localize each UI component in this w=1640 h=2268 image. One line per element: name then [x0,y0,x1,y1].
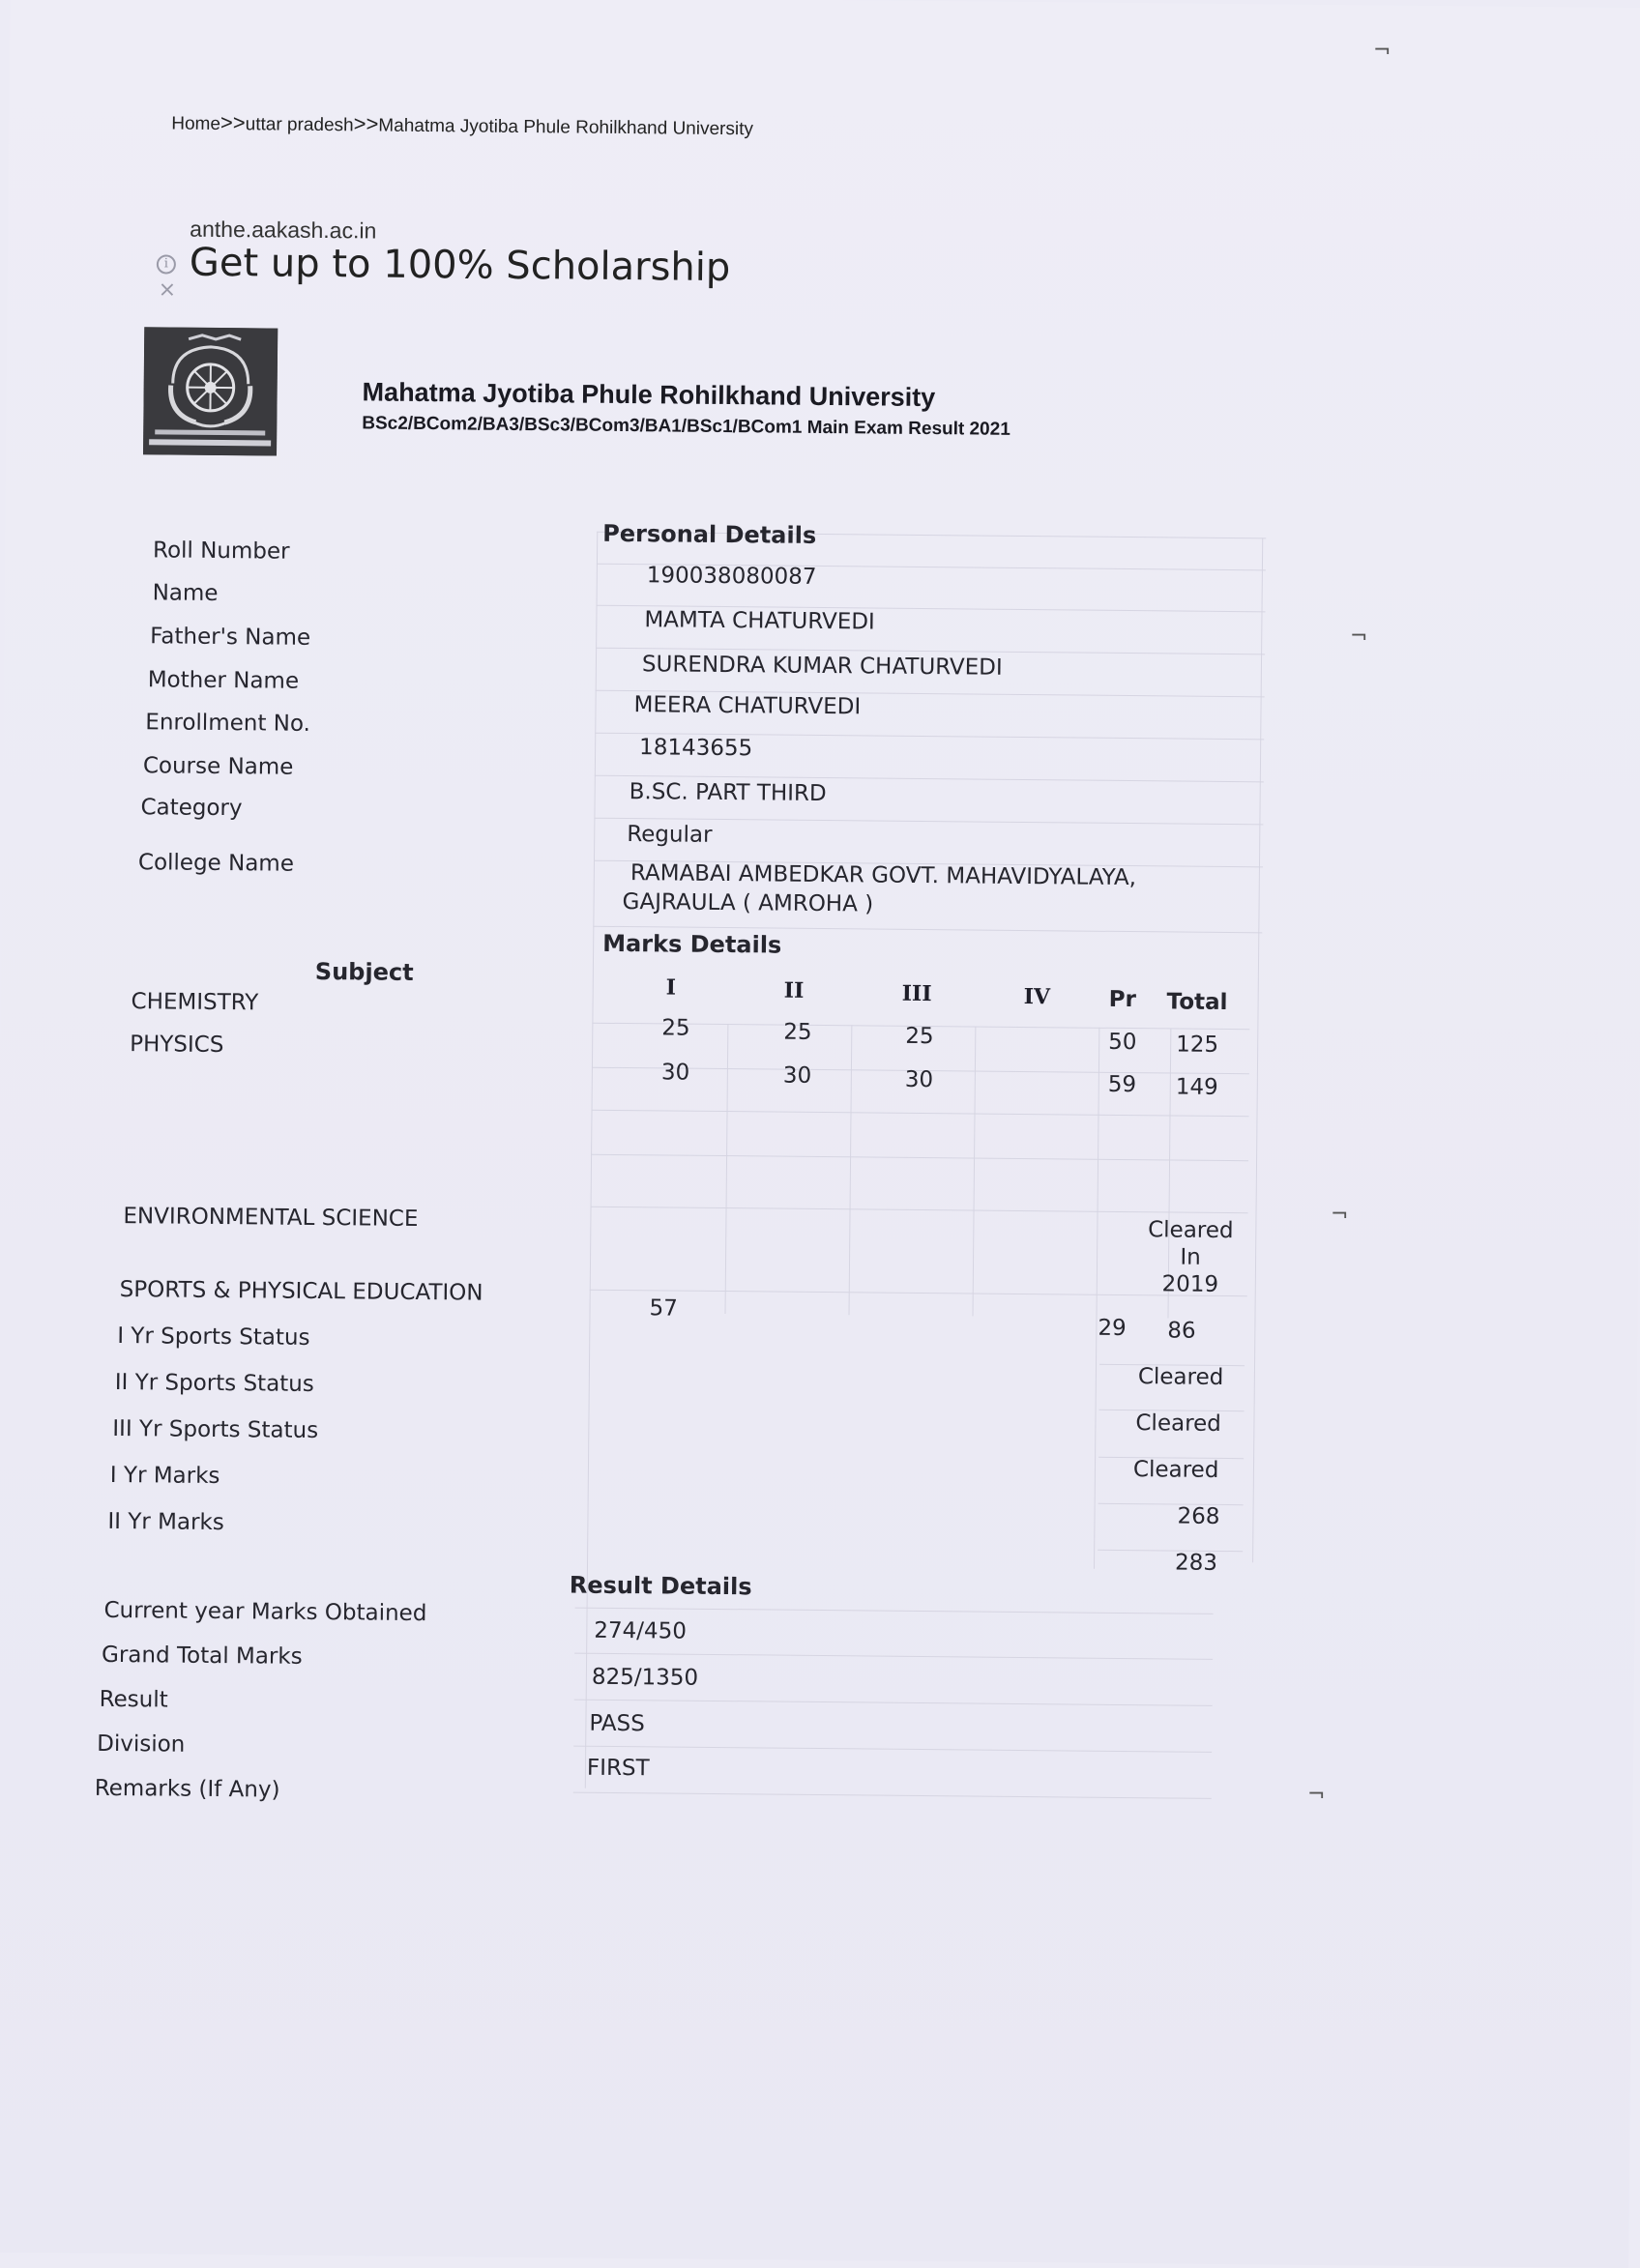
grid-line [591,1207,1248,1214]
chemistry-ii: 25 [783,1020,812,1045]
sports-i: 57 [649,1295,678,1321]
breadcrumb-separator: >> [220,110,246,134]
breadcrumb-state[interactable]: uttar pradesh [246,114,354,135]
grid-line [585,532,598,1788]
father-name-label: Father's Name [150,624,310,651]
info-icon[interactable]: i [157,254,176,274]
grid-line [575,1608,1214,1614]
physics-ii: 30 [783,1063,812,1089]
ii-yr-marks-label: II Yr Marks [107,1509,224,1535]
close-icon[interactable]: × [159,279,177,301]
physics-pr: 59 [1108,1072,1137,1097]
scan-mark: ¬ [1373,39,1391,63]
chemistry-total: 125 [1176,1032,1218,1058]
col-header-iii: III [902,981,932,1006]
breadcrumb-home[interactable]: Home [171,113,220,133]
ii-yr-sports-status-label: II Yr Sports Status [115,1370,314,1397]
current-year-marks-label: Current year Marks Obtained [103,1598,426,1626]
grid-line [574,1700,1213,1706]
env-status-line1: Cleared [1137,1217,1244,1243]
remarks-label: Remarks (If Any) [95,1776,280,1803]
grand-total-marks-value: 825/1350 [592,1665,698,1691]
father-name-value: SURENDRA KUMAR CHATURVEDI [642,652,1003,681]
name-label: Name [153,580,219,606]
university-name: Mahatma Jyotiba Phule Rohilkhand University [362,377,935,413]
mother-name-value: MEERA CHATURVEDI [633,692,861,719]
subject-header: Subject [315,958,414,986]
enrollment-label: Enrollment No. [145,710,310,737]
subject-name-sports: SPORTS & PHYSICAL EDUCATION [120,1277,483,1306]
college-name-label: College Name [138,850,294,877]
physics-iii: 30 [905,1067,934,1092]
course-name-value: B.SC. PART THIRD [630,779,827,806]
scan-mark: ¬ [1350,625,1367,649]
col-header-i: I [666,974,677,1000]
grid-line [1252,538,1263,1562]
grid-line [1094,1028,1099,1569]
iii-yr-sports-status-label: III Yr Sports Status [112,1416,318,1443]
col-header-total: Total [1167,989,1228,1015]
sports-pr: 29 [1098,1316,1127,1341]
marks-details-title: Marks Details [602,930,781,959]
i-yr-marks-value: 268 [1177,1504,1219,1529]
mother-name-label: Mother Name [148,667,300,693]
university-seal-icon [143,327,278,455]
breadcrumb-separator: >> [354,111,379,135]
subject-name-environmental-science: ENVIRONMENTAL SCIENCE [123,1204,418,1232]
course-name-label: Course Name [143,753,294,779]
division-value: FIRST [587,1756,650,1782]
ii-yr-sports-status-value: Cleared [1135,1410,1221,1437]
division-label: Division [97,1731,185,1758]
grid-line [592,1110,1249,1118]
chemistry-i: 25 [661,1015,690,1040]
env-status-line3: 2019 [1137,1271,1244,1297]
scan-mark: ¬ [1331,1203,1348,1227]
name-value: MAMTA CHATURVEDI [644,607,875,634]
college-name-value: RAMABAI AMBEDKAR GOVT. MAHAVIDYALAYA, [630,860,1136,890]
i-yr-sports-status-label: I Yr Sports Status [117,1323,309,1351]
subject-name-chemistry: CHEMISTRY [131,989,258,1015]
col-header-iv: IV [1024,984,1051,1009]
col-header-pr: Pr [1109,987,1136,1012]
breadcrumb [171,109,753,140]
result-value: PASS [589,1711,645,1737]
personal-details-title: Personal Details [602,520,816,549]
ad-headline[interactable]: Get up to 100% Scholarship [190,241,731,290]
roll-number-label: Roll Number [153,538,290,564]
subject-name-physics: PHYSICS [130,1032,224,1058]
i-yr-sports-status-value: Cleared [1138,1364,1224,1390]
grid-line [1098,1550,1243,1552]
grid-line [591,1154,1248,1162]
col-header-ii: II [784,978,805,1003]
grid-line [573,1746,1212,1753]
current-year-marks-value: 274/450 [594,1618,687,1644]
physics-i: 30 [661,1060,690,1085]
enrollment-value: 18143655 [639,735,752,761]
scan-mark: ¬ [1307,1783,1325,1807]
i-yr-marks-label: I Yr Marks [110,1463,220,1489]
grid-line [573,1792,1212,1799]
category-value: Regular [627,822,712,848]
result-label: Result [100,1687,168,1713]
sports-total: 86 [1167,1318,1196,1343]
ad-url[interactable]: anthe.aakash.ac.in [190,217,376,245]
result-details-title: Result Details [570,1572,752,1601]
exam-title: BSc2/BCom2/BA3/BSc3/BCom3/BA1/BSc1/BCom1 Main Exam Result 2021 [362,413,1010,440]
grid-line [1098,1503,1244,1505]
roll-number-value: 190038080087 [647,563,817,590]
grid-line [574,1653,1213,1660]
iii-yr-sports-status-value: Cleared [1133,1457,1219,1483]
chemistry-pr: 50 [1108,1030,1137,1055]
ii-yr-marks-value: 283 [1175,1551,1217,1576]
grand-total-marks-label: Grand Total Marks [102,1643,303,1670]
breadcrumb-university[interactable]: Mahatma Jyotiba Phule Rohilkhand University [378,116,753,140]
env-status-line2: In [1137,1244,1244,1270]
category-label: Category [140,795,242,821]
college-name-value-line2: GAJRAULA ( AMROHA ) [622,889,873,916]
physics-total: 149 [1176,1075,1218,1100]
chemistry-iii: 25 [905,1024,934,1049]
